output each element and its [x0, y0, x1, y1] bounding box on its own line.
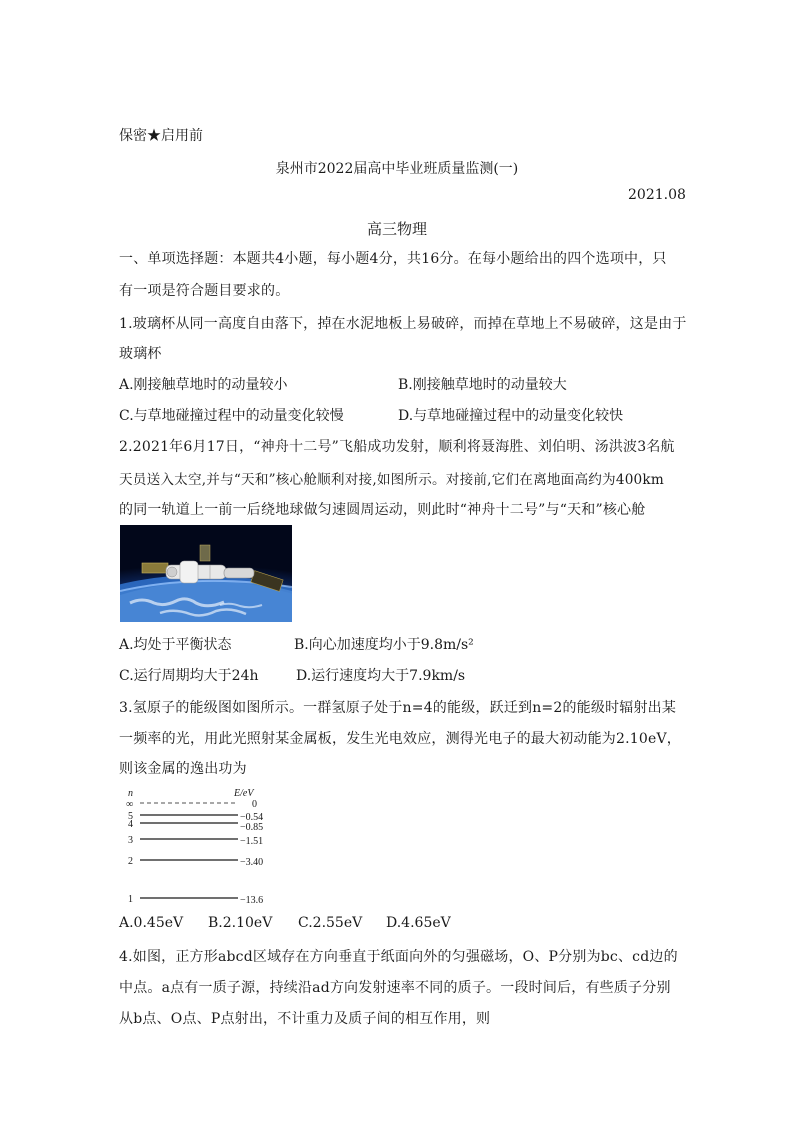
level-n-5: 5	[128, 811, 133, 822]
level-n-inf: ∞	[126, 799, 134, 810]
q3-stem-line2: 一频率的光，用此光照射某金属板，发生光电效应，测得光电子的最大初动能为2.10eV，	[119, 731, 681, 747]
level-value-4: −0.85	[240, 822, 264, 833]
level-value-2: −3.40	[240, 857, 264, 868]
q1-stem-line1: 1.玻璃杯从同一高度自由落下，掉在水泥地板上易破碎，而掉在草地上不易破碎，这是由于	[119, 316, 687, 332]
q1-stem-line2: 玻璃杯	[119, 346, 162, 362]
level-value-1: −13.6	[240, 895, 264, 906]
section-heading-line2: 有一项是符合题目要求的。	[119, 283, 290, 299]
q4-stem-line2: 中点。a点有一质子源，持续沿ad方向发射速率不同的质子。一段时间后，有些质子分别	[119, 980, 671, 996]
q2-stem-line2: 天员送入太空,并与“天和”核心舱顺利对接,如图所示。对接前,它们在离地面高约为400km	[119, 472, 664, 488]
q2-option-b: B.向心加速度均小于9.8m/s²	[294, 637, 474, 653]
q3-option-c: C.2.55eV	[298, 915, 363, 931]
confidential-label: 保密★启用前	[119, 128, 203, 144]
q3-stem-line1: 3.氢原子的能级图如图所示。一群氢原子处于n=4的能级，跃迁到n=2的能级时辐射出某	[119, 700, 677, 716]
q3-option-a: A.0.45eV	[119, 915, 184, 931]
q4-stem-line3: 从b点、O点、P点射出，不计重力及质子间的相互作用，则	[119, 1011, 491, 1027]
level-n-4: 4	[128, 819, 133, 830]
q1-option-a: A.刚接触草地时的动量较小	[119, 377, 288, 393]
q4-stem-line1: 4.如图，正方形abcd区域存在方向垂直于纸面向外的匀强磁场，O、P分别为bc、cd边的	[119, 949, 678, 965]
q1-option-c: C.与草地碰撞过程中的动量变化较慢	[119, 408, 344, 424]
level-value-inf: 0	[252, 799, 257, 810]
q2-option-c: C.运行周期均大于24h	[119, 668, 259, 684]
subject-title: 高三物理	[366, 220, 427, 238]
level-n-1: 1	[128, 894, 133, 905]
level-value-5: −0.54	[240, 812, 264, 823]
n-axis-label: n	[128, 788, 133, 799]
q3-stem-line3: 则该金属的逸出功为	[119, 761, 247, 777]
q3-option-d: D.4.65eV	[386, 915, 451, 931]
section-heading-line1: 一、单项选择题：本题共4小题，每小题4分，共16分。在每小题给出的四个选项中，只	[119, 251, 667, 267]
energy-level-diagram	[120, 786, 290, 906]
q3-option-b: B.2.10eV	[208, 915, 273, 931]
q1-option-b: B.刚接触草地时的动量较大	[398, 377, 567, 393]
space-station-photo	[120, 525, 292, 622]
e-axis-label: E/eV	[234, 788, 254, 799]
q1-option-d: D.与草地碰撞过程中的动量变化较快	[398, 408, 624, 424]
q2-stem-line3: 的同一轨道上一前一后绕地球做匀速圆周运动，则此时“神舟十二号”与“天和”核心舱	[119, 502, 646, 518]
level-n-2: 2	[128, 856, 133, 867]
q2-option-a: A.均处于平衡状态	[119, 637, 232, 653]
q2-stem-line1: 2.2021年6月17日，“神舟十二号”飞船成功发射，顺利将聂海胜、刘伯明、汤洪波3名航	[119, 439, 675, 455]
level-n-3: 3	[128, 835, 133, 846]
level-value-3: −1.51	[240, 836, 264, 847]
exam-date: 2021.08	[628, 187, 686, 203]
exam-title: 泉州市2022届高中毕业班质量监测(一)	[275, 161, 519, 177]
q2-option-d: D.运行速度均大于7.9km/s	[296, 668, 466, 684]
